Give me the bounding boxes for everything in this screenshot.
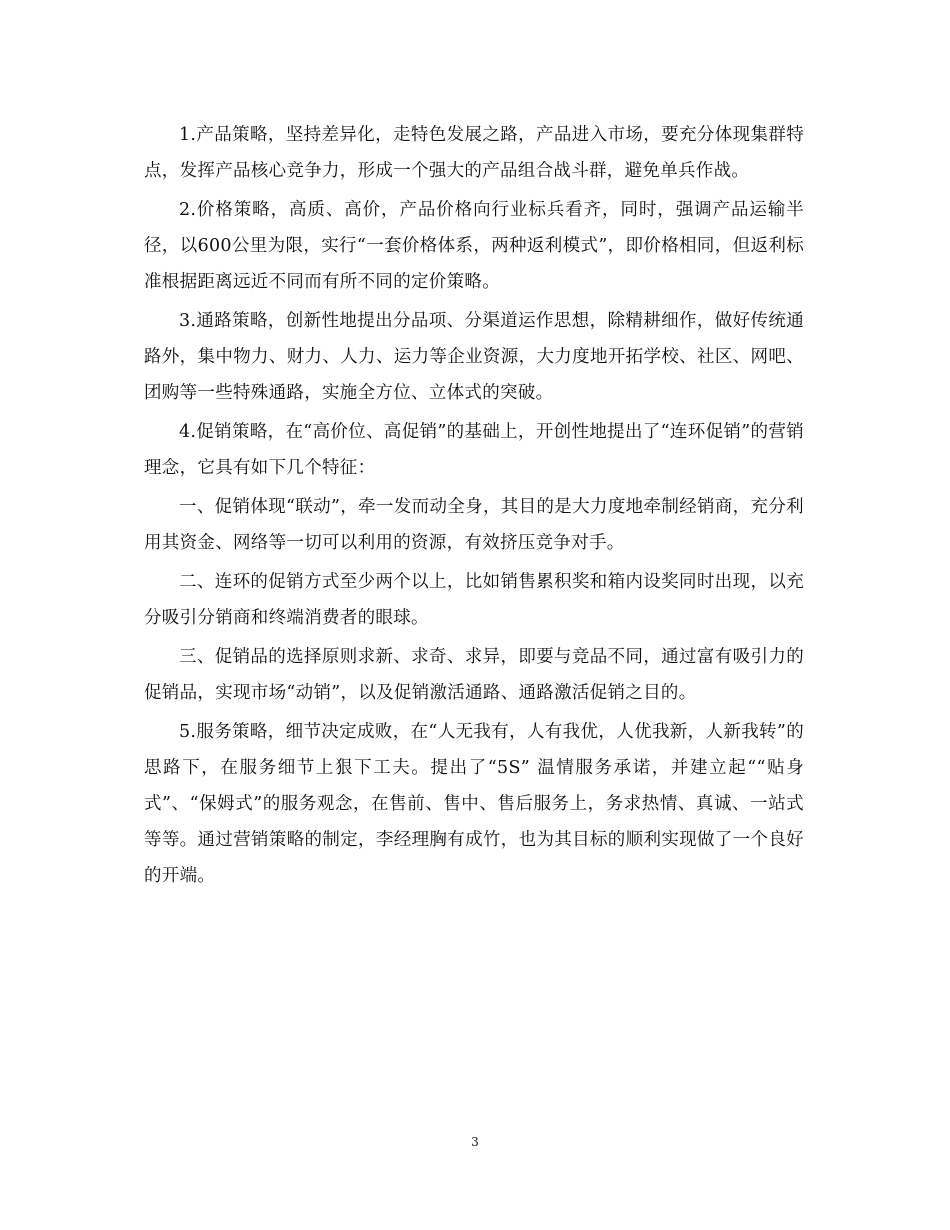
paragraph-promotion-feature-3: 三、促销品的选择原则求新、求奇、求异，即要与竞品不同，通过富有吸引力的促销品，实现市场“动销”，以及促销激活通路、通路激活促销之目的。 (144, 647, 804, 703)
paragraph-promotion-feature-2: 二、连环的促销方式至少两个以上，比如销售累积奖和箱内设奖同时出现，以充分吸引分销商和终端消费者的眼球。 (144, 572, 804, 628)
paragraph-promotion-strategy: 4.促销策略，在“高价位、高促销”的基础上，开创性地提出了“连环促销”的营销理念，它具有如下几个特征： (144, 422, 804, 478)
body-text (144, 117, 804, 897)
paragraph-promotion-feature-1: 一、促销体现“联动”，牵一发而动全身，其目的是大力度地牵制经销商，充分利用其资金、网络等一切可以利用的资源，有效挤压竞争对手。 (144, 497, 804, 553)
page-number: 3 (471, 1135, 479, 1149)
paragraph-price-strategy: 2.价格策略，高质、高价，产品价格向行业标兵看齐，同时，强调产品运输半径，以600公里为限，实行“一套价格体系，两种返利模式”，即价格相同，但返利标准根据距离远近不同而有所不同的定价策略。 (144, 200, 804, 292)
paragraph-channel-strategy: 3.通路策略，创新性地提出分品项、分渠道运作思想，除精耕细作，做好传统通路外，集中物力、财力、人力、运力等企业资源，大力度地开拓学校、社区、网吧、团购等一些特殊通路，实施全方位、立体式的突破。 (144, 311, 804, 403)
paragraph-service-strategy: 5.服务策略，细节决定成败，在“人无我有，人有我优，人优我新，人新我转”的思路下，在服务细节上狠下工夫。提出了“5S” 温情服务承诺，并建立起““贴身式”、“保姆式”的服务观念，在售前、售中、售后服务上，务求热情、真诚、一站式等等。通过营销策略的制定，李经理胸有成竹，也为其目标的顺利实现做了一个良好的开端。 (144, 722, 804, 886)
paragraph-product-strategy: 1.产品策略，坚持差异化，走特色发展之路，产品进入市场，要充分体现集群特点，发挥产品核心竞争力，形成一个强大的产品组合战斗群，避免单兵作战。 (144, 125, 804, 181)
